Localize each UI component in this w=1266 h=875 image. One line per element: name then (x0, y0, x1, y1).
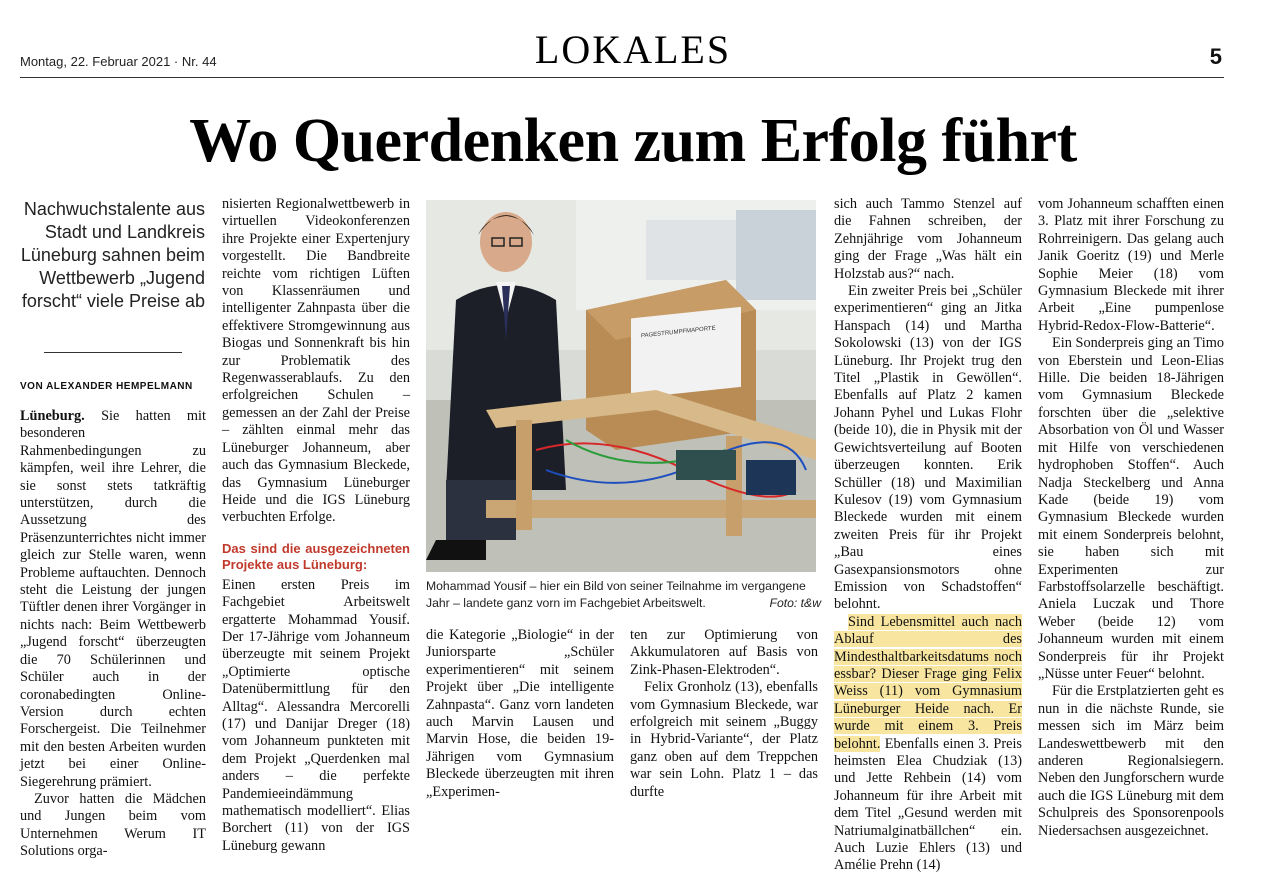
dateline: Lüneburg. (20, 408, 85, 424)
article-column-5 (834, 196, 1022, 875)
paragraph: Zuvor hatten die Mädchen und Jungen beim vom Unternehmen Werum IT Solutions orga- (20, 790, 206, 860)
paragraph: nisierten Regionalwettbewerb in virtuellen Videokonferenzen ihre Projekte einer Expertenjury vorgestellt. Die Bandbreite reichte vom richtigen Lüften von Klassenräumen und intelligenter Zahnpasta über die effektivere Stromgewinnung aus Biogas und Sonnenkraft bis hin zur Problematik des Regenwasserablaufs. Zu den erfolgreichen Schulen – gemessen an der Zahl der Preise – zählten einmal mehr das Lüneburger Johanneum, aber auch das Gymnasium Bleckede, das Gymnasium Lüneburger Heide und die IGS Lüneburg verbuchten Erfolge. (222, 196, 410, 526)
paragraph-text: Ebenfalls einen 3. Preis heimsten Elea Chudziak (13) und Jette Rehbein (14) vom Johanneum für ihre Arbeit mit dem Titel „Gesund werden mit Natriumalginatbällchen“ ein. Auch Luzie Ehlers (13) und Amélie Prehn (14) (834, 735, 1022, 874)
paragraph: Felix Gronholz (13), ebenfalls vom Gymnasium Bleckede, war erfolgreich mit seinem „Buggy in Hybrid-Variante“, der Platz ganz oben auf dem Treppchen war sein Lohn. Platz 1 – das durfte (630, 679, 818, 800)
box-label-text: PAGESTRUMPFMAPORTE (641, 325, 716, 340)
article-headline: Wo Querdenken zum Erfolg führt (189, 107, 1077, 175)
caption-text: Mohammad Yousif – hier ein Bild von seiner Teilnahme im vergangene Jahr – landete ganz vorn im Fachgebiet Arbeitswelt. (426, 579, 806, 610)
photo-credit: Foto: t&w (769, 596, 821, 610)
paragraph: Ein zweiter Preis bei „Schüler experimentieren“ ging an Jitka Hanspach (14) und Martha Sokolowski (13) von der IGS Lüneburg. Ihr Projekt trug den Titel „Plastik in Gewöllen“. Ebenfalls auf Platz 2 kamen Johann Pyhel und Lukas Flohr (beide 10), die in Physik mit der Gewichtsverteilung auf Booten überzeugen konnten. Erik Schüller (18) und Maximilian Kulesov (19) vom Gymnasium Bleckede wurden mit einem zweiten Preis für ihr Projekt „Bau eines Gasexpansionsmotors ohne Emission von Schadstoffen“ belohnt. (834, 283, 1022, 613)
photo-illustration (426, 200, 816, 572)
article-photo (426, 200, 816, 572)
paragraph: Ein Sonderpreis ging an Timo von Eberstein und Leon-Elias Hille. Die beiden 18-Jährigen vom Gymnasium Bleckede forschten über die „selektive Absorbation von Öl und Wasser mit Hilfe von verschiedenen hydrophoben Stoffen“. Auch Nadja Steckelberg und Anna Kade (beide 19) vom Gymnasium Bleckede wurden mit einem Sonderpreis belohnt, sie haben sich mit Experimenten zur Farbstoffsolarzelle beschäftigt. Aniela Luczak und Thore Weber (beide 12) vom Johanneum wurden mit einem Sonderpreis für ihr Projekt „Nüsse unter Feuer“ belohnt. (1038, 335, 1224, 682)
paragraph: Einen ersten Preis im Fachgebiet Arbeitswelt ergatterte Mohammad Yousif. Der 17-Jährige vom Johanneum überzeugte mit seinem Projekt „Optimierte optische Datenübermittlung für den Alltag“. Alessandra Mercorelli (17) und Danijar Dreger (18) vom Johanneum punkteten mit dem Projekt „Querdenken mal anders – die perfekte Pandemieeindämmung mathematisch modelliert“. Elias Borchert (11) von der IGS Lüneburg gewann (222, 576, 410, 854)
article-column-6 (1038, 196, 1224, 840)
paragraph: sich auch Tammo Stenzel auf die Fahnen schreiben, der Zehnjährige vom Johanneum ging der Frage „Was hält ein Holzstab aus?“ nach. (834, 196, 1022, 282)
deck-divider (44, 352, 182, 353)
section-subhead: Das sind die ausgezeichneten Projekte aus Lüneburg: (222, 540, 410, 572)
article-column-3 (426, 627, 614, 801)
article-deck: Nachwuchstalente aus Stadt und Landkreis Lüneburg sahnen beim Wettbewerb „Jugend forscht“ viele Preise ab (20, 199, 205, 311)
paragraph (20, 408, 206, 791)
paragraph: Für die Erstplatzierten geht es nun in die nächste Runde, sie messen sich im März beim Landeswettbewerb mit den anderen Regionalsiegern. Neben den Jungforschern wurde auch die IGS Lüneburg mit dem Schulpreis des Sponsorenpools Niedersachsen ausgezeichnet. (1038, 683, 1224, 839)
photo-caption (426, 578, 821, 612)
article-column-2 (222, 196, 410, 855)
paragraph: vom Johanneum schafften einen 3. Platz mit ihrer Forschung zu Rohrreinigern. Das gelang auch Janik Goeritz (19) und Merle Sophie Meier (18) vom Gymnasium Bleckede mit ihrer Arbeit „Eine pumpenlose Hybrid-Redox-Flow-Batterie“. (1038, 196, 1224, 334)
issue-date: Montag, 22. Februar 2021 · Nr. 44 (20, 54, 217, 69)
paragraph-text: Sie hatten mit besonderen Rahmenbedingungen zu kämpfen, weil ihre Lehrer, die sie sonst stets tatkräftig unterstützen, durch die Aussetzung des Präsenzunterrichtes nicht immer gleich zur Stelle waren, wenn Probleme auftauchten. Dennoch steht die Leistung der jungen Tüftler denen ihrer Vorgänger in nichts nach: Beim Wettbewerb „Jugend forscht“ überzeugten die 70 Schülerinnen und Schüler auch in der coronabedingten Online-Version durch echten Forschergeist. Die Teilnehmer mit den besten Arbeiten wurden jetzt bei einer Online-Siegerehrung prämiert. (20, 408, 206, 790)
masthead-divider (20, 77, 1224, 78)
paragraph: ten zur Optimierung von Akkumulatoren auf Basis von Zink-Phasen-Elektroden“. (630, 627, 818, 678)
paragraph: die Kategorie „Biologie“ in der Juniorsparte „Schüler experimentieren“ mit seinem Projekt über „Die intelligente Zahnpasta“. Ganz vorn landeten auch Marvin Lausen und Marvin Hose, die beiden 19-Jährigen vom Gymnasium Bleckede überzeugten mit ihren „Experimen- (426, 627, 614, 800)
page-number: 5 (1209, 44, 1222, 69)
article-column-4 (630, 627, 818, 801)
paragraph (834, 614, 1022, 875)
byline: VON ALEXANDER HEMPELMANN (20, 381, 193, 392)
highlighted-text: Sind Lebensmittel auch nach Ablauf des Mindesthaltbarkeitsdatums noch essbar? Dieser Frage ging Felix Weiss (11) vom Gymnasium Lüneburger Heide nach. Er wurde mit einem 3. Preis belohnt. (834, 613, 1022, 752)
section-title: LOKALES (534, 27, 732, 72)
article-column-1 (20, 408, 206, 861)
